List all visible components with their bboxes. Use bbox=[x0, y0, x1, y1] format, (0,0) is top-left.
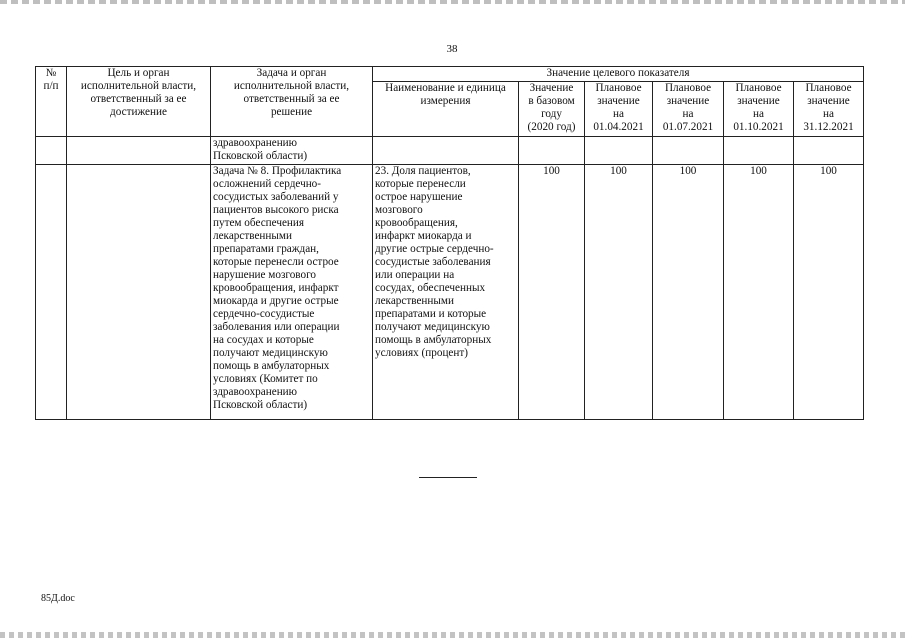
cell-goal bbox=[67, 165, 211, 420]
cell-task bbox=[211, 137, 373, 165]
header-q4-text: Плановое значение на 31.12.2021 bbox=[803, 82, 854, 133]
header-goal-text: Цель и орган исполнительной власти, ответственный за ее достижение bbox=[80, 67, 197, 118]
header-task-text: Задача и орган исполнительной власти, ответственный за ее решение bbox=[233, 67, 350, 118]
cell-base bbox=[519, 137, 585, 165]
header-base bbox=[519, 82, 585, 137]
table-row bbox=[36, 137, 864, 165]
cell-base bbox=[519, 165, 585, 420]
table-row bbox=[36, 165, 864, 420]
cell-q2-value: 100 bbox=[679, 165, 697, 177]
scan-edge-bottom bbox=[0, 632, 905, 638]
header-indicator-group bbox=[373, 67, 864, 82]
cell-q1 bbox=[585, 137, 653, 165]
header-base-text: Значение в базовом году (2020 год) bbox=[527, 82, 576, 133]
header-q1 bbox=[585, 82, 653, 137]
cell-goal bbox=[67, 137, 211, 165]
header-row-top bbox=[36, 67, 864, 82]
page-number: 38 bbox=[446, 43, 458, 55]
header-q4 bbox=[794, 82, 864, 137]
cell-base-value: 100 bbox=[543, 165, 560, 177]
header-goal bbox=[67, 67, 211, 137]
header-q2-text: Плановое значение на 01.07.2021 bbox=[662, 82, 714, 133]
header-q3 bbox=[724, 82, 794, 137]
cell-q3-value: 100 bbox=[750, 165, 767, 177]
cell-task bbox=[211, 165, 373, 420]
header-q1-text: Плановое значение на 01.04.2021 bbox=[593, 82, 644, 133]
header-indicator-group-text: Значение целевого показателя bbox=[546, 67, 690, 79]
cell-indicator bbox=[373, 137, 519, 165]
cell-q3 bbox=[724, 165, 794, 420]
header-num-text: № п/п bbox=[43, 67, 59, 92]
cell-indicator-text: 23. Доля пациентов, которые перенесли острое нарушение мозгового кровообращения, инфаркт миокарда и другие острые сердечно- сосудистые заболевания или операции на сосудах, обеспеченных лекарственными препаратами и которые получают медицинскую помощь в амбулаторных условиях (процент) bbox=[375, 165, 494, 359]
header-num bbox=[36, 67, 67, 137]
cell-q2 bbox=[653, 137, 724, 165]
separator-line bbox=[419, 477, 477, 478]
scan-edge-top bbox=[0, 0, 905, 4]
cell-q4-value: 100 bbox=[820, 165, 837, 177]
header-q2 bbox=[653, 82, 724, 137]
indicator-table bbox=[35, 66, 864, 420]
footer-file-code: 85Д.doc bbox=[41, 593, 75, 604]
cell-num bbox=[36, 165, 67, 420]
cell-q2 bbox=[653, 165, 724, 420]
cell-task-text: здравоохранению Псковской области) bbox=[213, 137, 308, 162]
header-q3-text: Плановое значение на 01.10.2021 bbox=[733, 82, 784, 133]
header-name-text: Наименование и единица измерения bbox=[385, 82, 506, 107]
header-task bbox=[211, 67, 373, 137]
cell-indicator bbox=[373, 165, 519, 420]
cell-q1-value: 100 bbox=[610, 165, 627, 177]
cell-q4 bbox=[794, 165, 864, 420]
cell-q4 bbox=[794, 137, 864, 165]
cell-task-text: Задача № 8. Профилактика осложнений сердечно- сосудистых заболеваний у пациентов высокого риска путем обеспечения лекарственными препаратами граждан, которые перенесли острое нарушение мозгового кровообращения, инфаркт миокарда и другие острые сердечно-сосудистые заболевания или операции на сосудах и которые получают медицинскую помощь в амбулаторных условиях (Комитет по здравоохранению Псковской области) bbox=[213, 165, 342, 411]
cell-q3 bbox=[724, 137, 794, 165]
cell-num bbox=[36, 137, 67, 165]
header-name bbox=[373, 82, 519, 137]
cell-q1 bbox=[585, 165, 653, 420]
